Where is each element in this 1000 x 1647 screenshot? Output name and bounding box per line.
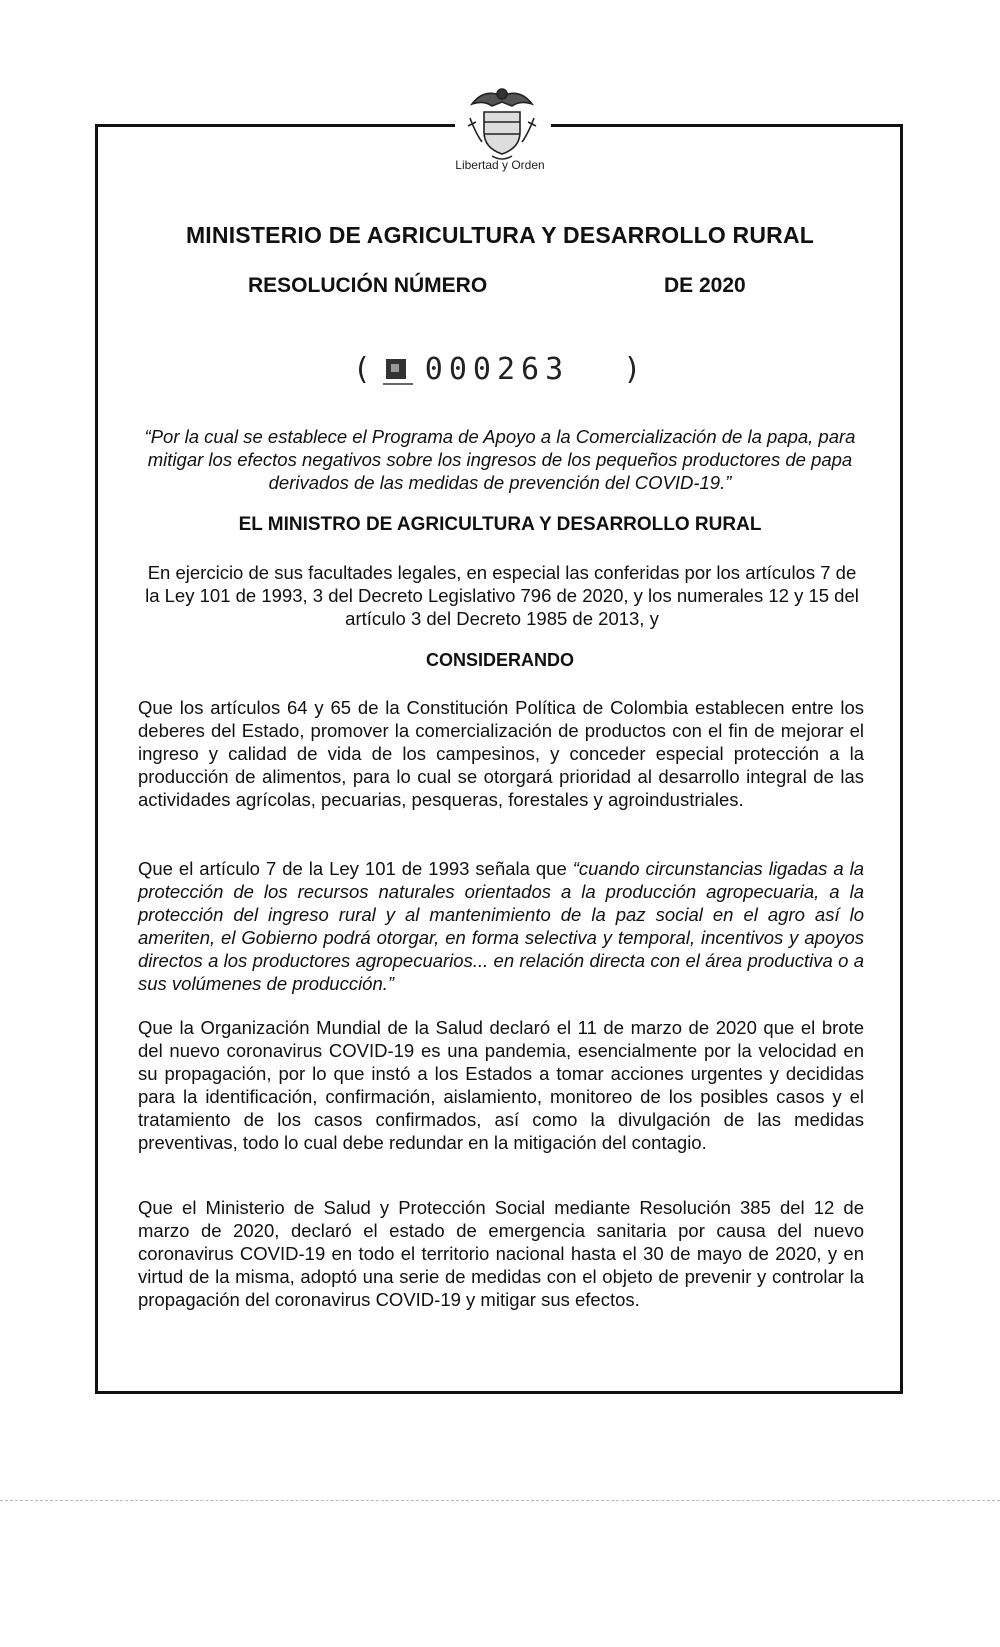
close-paren: ) — [623, 352, 648, 387]
open-paren: ( — [352, 352, 377, 387]
paragraph-constitution: Que los artículos 64 y 65 de la Constitución Política de Colombia establecen entre los deberes del Estado, promover la comercialización de productos con el fin de mejorar el ingreso y calidad de vida de los campesinos, y conceder especial protección a la producción de alimentos, para lo cual se otorgará prioridad al desarrollo integral de las actividades agrícolas, pecuarias, pesqueras, forestales y agroindustriales. — [138, 697, 864, 810]
paragraph-ley-101-quote: “cuando circunstancias ligadas a la protección de los recursos naturales orientados a la producción agropecuaria, a la protección del ingreso rural y al mantenimiento de la paz social en el agro así lo ameriten, el Gobierno podrá otorgar, en forma selectiva y temporal, incentivos y apoyos directos a los productores agropecuarios... en relación directa con el área productiva o a sus volúmenes de producción.” — [138, 858, 864, 994]
paragraph-minsalud: Que el Ministerio de Salud y Protección Social mediante Resolución 385 del 12 de marzo de 2020, declaró el estado de emergencia sanitaria por causa del nuevo coronavirus COVID-19 en todo el territorio nacional hasta el 30 de mayo de 2020, y en virtud de la misma, adoptó una serie de medidas con el objeto de prevenir y controlar la propagación del coronavirus COVID-19 y mitigar sus efectos. — [138, 1197, 864, 1310]
minister-title: EL MINISTRO DE AGRICULTURA Y DESARROLLO RURAL — [238, 514, 762, 535]
resolution-subject: “Por la cual se establece el Programa de Apoyo a la Comercialización de la papa, para mitigar los efectos negativos sobre los ingresos de los pequeños productores de papa derivados de las medidas de prevención del COVID-19.” — [144, 426, 856, 493]
coat-of-arms-icon — [462, 82, 542, 162]
resolution-year: DE 2020 — [664, 274, 746, 297]
scan-edge-line — [0, 1500, 1000, 1501]
resolution-number-line — [0, 352, 1000, 387]
paragraph-oms: Que la Organización Mundial de la Salud declaró el 11 de marzo de 2020 que el brote del nuevo coronavirus COVID-19 es una pandemia, esencialmente por la velocidad en su propagación, por lo que instó a los Estados a tomar acciones urgentes y decididas para la identificación, confirmación, aislamiento, monitoreo de los posibles casos y el tratamiento de los casos confirmados, así como la divulgación de las medidas preventivas, todo lo cual debe redundar en la mitigación del contagio. — [138, 1017, 864, 1153]
paragraph-ley-101-lead: Que el artículo 7 de la Ley 101 de 1993 señala que — [138, 858, 573, 879]
paragraph-ley-101 — [138, 857, 864, 995]
resolution-number: 000263 — [424, 352, 570, 387]
stamp-icon — [383, 356, 413, 386]
legal-powers: En ejercicio de sus facultades legales, en especial las conferidas por los artículos 7 de la Ley 101 de 1993, 3 del Decreto Legislativo 796 de 2020, y los numerales 12 y 15 del artículo 3 del Decreto 1985 de 2013, y — [145, 562, 859, 629]
resolution-label: RESOLUCIÓN NÚMERO — [248, 274, 488, 297]
seal-motto: Libertad y Orden — [455, 158, 545, 172]
ministry-title: MINISTERIO DE AGRICULTURA Y DESARROLLO RURAL — [185, 222, 815, 248]
considering-heading: CONSIDERANDO — [425, 650, 574, 670]
